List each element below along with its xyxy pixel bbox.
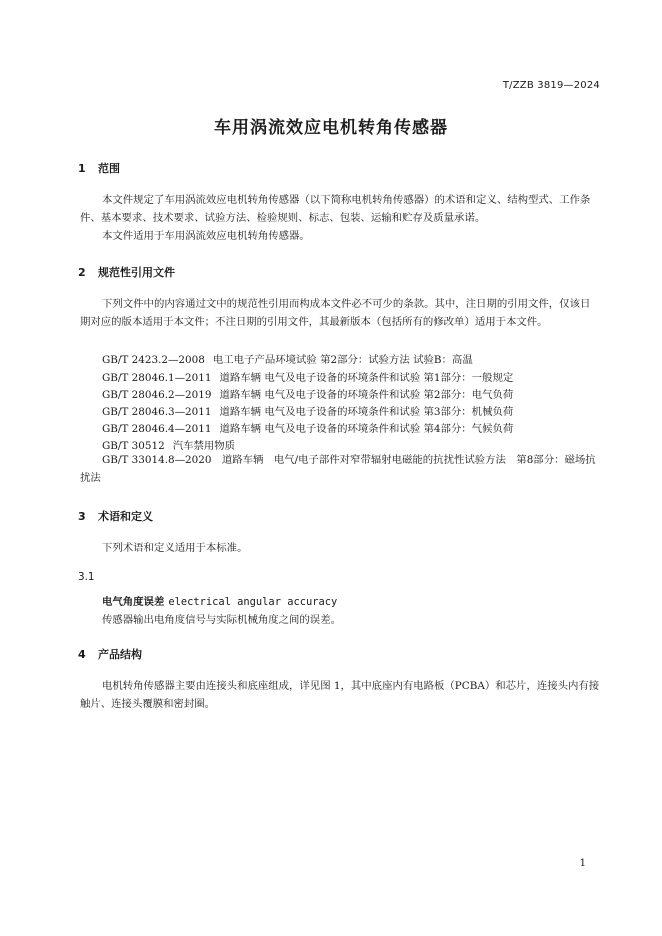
reference-code: GB/T 28046.3—2011 bbox=[102, 406, 212, 418]
section-number: 2 bbox=[78, 266, 86, 279]
reference-item bbox=[102, 369, 513, 384]
section-number: 1 bbox=[78, 162, 86, 175]
section-title: 范围 bbox=[98, 162, 120, 175]
reference-item-wrapped: GB/T 33014.8—2020 道路车辆 电气/电子部件对窄带辐射电磁能的抗扰性试验方法 第8部分：磁场抗扰法 bbox=[80, 454, 596, 484]
reference-code: GB/T 28046.4—2011 bbox=[102, 423, 212, 435]
reference-code: GB/T 28046.1—2011 bbox=[102, 372, 212, 384]
reference-title: 道路车辆 电气及电子设备的环境条件和试验 第2部分：电气负荷 bbox=[219, 389, 514, 401]
reference-item bbox=[102, 420, 513, 435]
reference-item bbox=[102, 386, 513, 401]
reference-code: GB/T 2423.2—2008 bbox=[102, 354, 205, 366]
reference-title: 道路车辆 电气及电子设备的环境条件和试验 第4部分：气候负荷 bbox=[219, 423, 514, 435]
term-name bbox=[102, 593, 337, 608]
term-number: 3.1 bbox=[78, 571, 95, 583]
section-title: 规范性引用文件 bbox=[98, 266, 175, 279]
term-name-chinese: 电气角度误差 bbox=[102, 596, 165, 608]
section-3-intro: 下列术语和定义适用于本标准。 bbox=[102, 542, 248, 554]
section-title: 术语和定义 bbox=[98, 510, 153, 523]
section-2-heading bbox=[78, 264, 175, 280]
section-title: 产品结构 bbox=[98, 648, 142, 661]
section-2-intro: 下列文件中的内容通过文中的规范性引用而构成本文件必不可少的条款。其中，注日期的引用文件，仅该日期对应的版本适用于本文件；不注日期的引用文件，其最新版本（包括所有的修改单）适用于本文件。 bbox=[80, 298, 591, 328]
reference-title: 电工电子产品环境试验 第2部分：试验方法 试验B：高温 bbox=[212, 354, 473, 366]
standard-code: T/ZZB 3819—2024 bbox=[502, 80, 600, 91]
reference-item bbox=[102, 351, 473, 366]
section-4-paragraph-1: 电机转角传感器主要由连接头和底座组成，详见图 1，其中底座内有电路板（PCBA）和芯片，连接头内有接触片、连接头覆膜和密封圈。 bbox=[80, 680, 600, 710]
reference-title: 汽车禁用物质 bbox=[172, 440, 236, 452]
term-definition: 传感器输出电角度信号与实际机械角度之间的误差。 bbox=[102, 614, 341, 626]
reference-code: GB/T 28046.2—2019 bbox=[102, 389, 212, 401]
reference-code: GB/T 30512 bbox=[102, 440, 165, 452]
section-4-heading bbox=[78, 646, 142, 662]
reference-title: 道路车辆 电气及电子设备的环境条件和试验 第3部分：机械负荷 bbox=[219, 406, 514, 418]
term-name-english: electrical angular accuracy bbox=[168, 596, 338, 608]
section-1-paragraph-2: 本文件适用于车用涡流效应电机转角传感器。 bbox=[102, 230, 310, 242]
section-1-heading bbox=[78, 160, 120, 176]
document-title: 车用涡流效应电机转角传感器 bbox=[214, 118, 448, 138]
section-3-heading bbox=[78, 508, 153, 524]
reference-item bbox=[102, 437, 235, 452]
section-1-paragraph-1: 本文件规定了车用涡流效应电机转角传感器（以下简称电机转角传感器）的术语和定义、结构型式、工作条件、基本要求、技术要求、试验方法、检验规则、标志、包装、运输和贮存及质量承诺。 bbox=[80, 194, 591, 224]
page-number: 1 bbox=[579, 858, 586, 869]
section-number: 3 bbox=[78, 510, 86, 523]
section-number: 4 bbox=[78, 648, 86, 661]
reference-title: 道路车辆 电气及电子设备的环境条件和试验 第1部分：一般规定 bbox=[219, 372, 514, 384]
reference-item bbox=[102, 403, 513, 418]
